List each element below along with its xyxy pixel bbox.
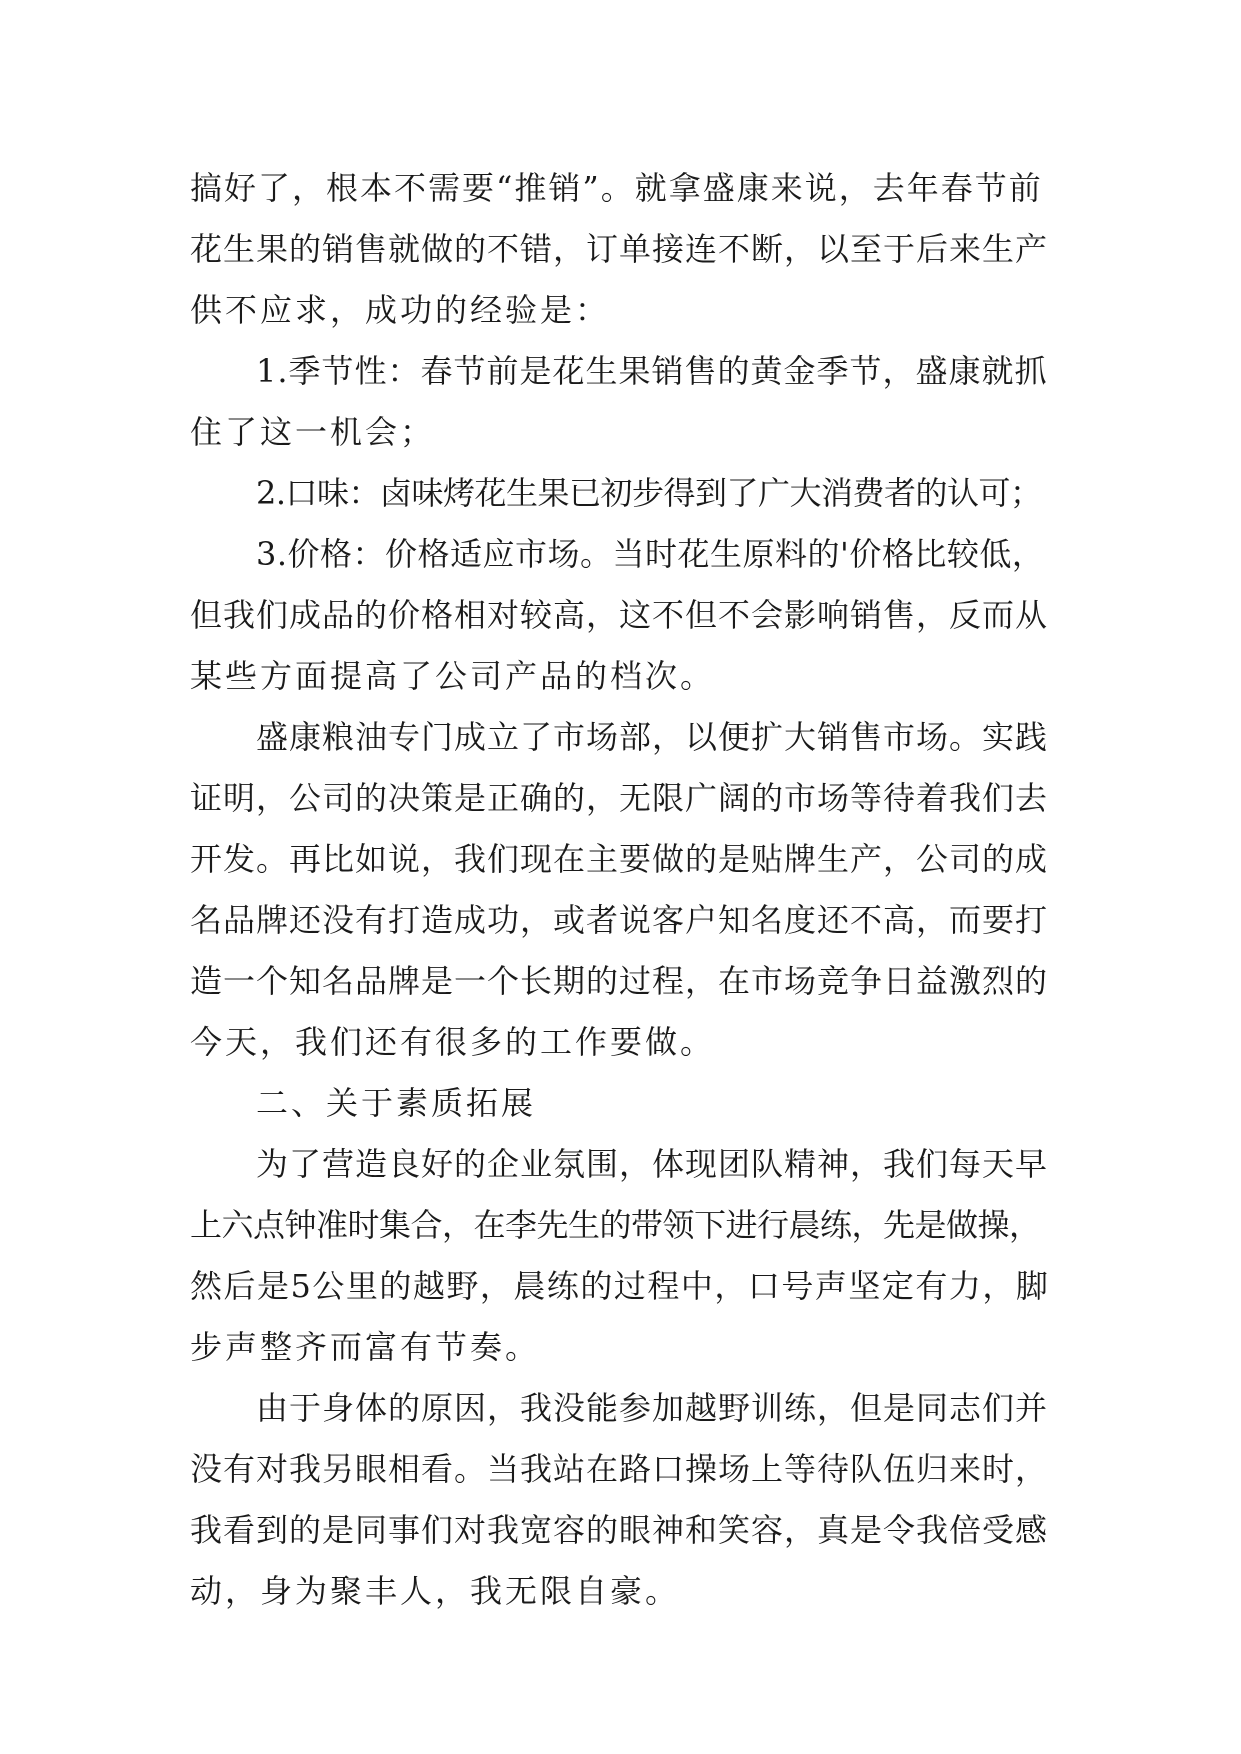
text-line: 没有对我另眼相看。当我站在路口操场上等待队伍归来时，	[190, 1450, 1049, 1488]
paragraph	[190, 1378, 1050, 1622]
paragraph	[190, 341, 1050, 463]
text-line: 由于身体的原因，我没能参加越野训练，但是同志们并	[256, 1389, 1049, 1427]
text-line: 盛康粮油专门成立了市场部，以便扩大销售市场。实践	[256, 718, 1049, 756]
text-line: 住了这一机会；	[190, 413, 436, 451]
text-line: 开发。再比如说，我们现在主要做的是贴牌生产，公司的成	[190, 840, 1049, 878]
document-body	[190, 158, 1050, 1622]
paragraph	[190, 158, 1050, 341]
text-line: 今天，我们还有很多的工作要做。	[190, 1023, 716, 1061]
text-line: 动，身为聚丰人，我无限自豪。	[190, 1572, 681, 1610]
paragraph	[190, 1073, 1050, 1134]
text-line: 但我们成品的价格相对较高，这不但不会影响销售，反而从	[190, 596, 1049, 634]
text-line: 3.价格：价格适应市场。当时花生原料的'价格比较低，	[256, 535, 1045, 573]
text-line: 然后是5公里的越野，晨练的过程中，口号声坚定有力，脚	[190, 1267, 1050, 1305]
text-line: 某些方面提高了公司产品的档次。	[190, 657, 716, 695]
text-line: 二、关于素质拓展	[256, 1084, 537, 1122]
paragraph	[190, 1134, 1050, 1378]
paragraph	[190, 463, 1050, 524]
text-line: 步声整齐而富有节奏。	[190, 1328, 541, 1366]
text-line: 证明，公司的决策是正确的，无限广阔的市场等待着我们去	[190, 779, 1049, 817]
text-line: 花生果的销售就做的不错，订单接连不断，以至于后来生产	[190, 230, 1049, 268]
text-line: 我看到的是同事们对我宽容的眼神和笑容，真是令我倍受感	[190, 1511, 1049, 1549]
text-line: 搞好了，根本不需要“推销”。就拿盛康来说，去年春节前	[190, 169, 1043, 207]
text-line: 造一个知名品牌是一个长期的过程，在市场竞争日益激烈的	[190, 962, 1049, 1000]
text-line: 2.口味：卤味烤花生果已初步得到了广大消费者的认可；	[256, 474, 1042, 512]
text-line: 1.季节性：春节前是花生果销售的黄金季节，盛康就抓	[256, 352, 1048, 390]
text-line: 名品牌还没有打造成功，或者说客户知名度还不高，而要打	[190, 901, 1049, 939]
text-line: 为了营造良好的企业氛围，体现团队精神，我们每天早	[256, 1145, 1049, 1183]
paragraph	[190, 707, 1050, 1073]
text-line: 供不应求，成功的经验是：	[190, 291, 611, 329]
paragraph	[190, 524, 1050, 707]
text-line: 上六点钟准时集合，在李先生的带领下进行晨练，先是做操，	[190, 1206, 1041, 1244]
